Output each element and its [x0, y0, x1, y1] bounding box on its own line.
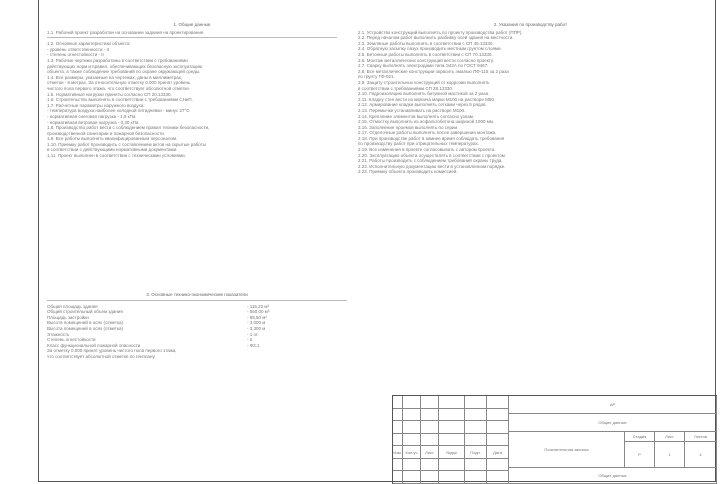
signature-cell [439, 459, 465, 472]
parameter-name: Высота помещений в осях (отметка) [47, 325, 124, 331]
sheet-value: 1 [655, 442, 685, 468]
text-line: - степень огнестойкости - II [47, 52, 104, 58]
signature-cell [487, 459, 509, 472]
parameter-name: Класс функциональной пожарной опасности [47, 342, 141, 348]
text-line: действующих норм и правил, обеспечивающих безопасную эксплуатацию [47, 63, 203, 69]
text-line: 1.9. Все работы выполнять квалифицированным персоналом. [47, 136, 178, 142]
parameters-section [47, 292, 347, 360]
sheet-label: Лист [655, 432, 685, 442]
text-line: - нормативная снеговая нагрузка - 1,5 кПа [47, 113, 136, 119]
stage-label: Стадия [625, 432, 655, 442]
text-line: 1.7. Расчетные параметры наружного воздуха: [47, 102, 145, 108]
signature-cell: №док [439, 446, 465, 459]
parameter-value: - 3,000 м [247, 320, 266, 326]
text-line: - нормативная ветровая нагрузка - 0,30 кПа [47, 119, 139, 125]
signature-cell [393, 421, 403, 434]
text-line: 1.5. Нормативные нагрузки приняты согласно СП 20.13330. [47, 91, 172, 97]
parameter-name: Общий строительный объем здания [47, 309, 123, 315]
parameter-value: - 115,22 м² [247, 303, 270, 309]
general-notes-heading: 1. Общие данные [173, 22, 211, 27]
signature-cell [403, 409, 421, 422]
text-line: 1.10. Приемку работ производить с составлением актов на скрытые работы [47, 141, 207, 147]
parameter-name: Этажность [47, 331, 70, 337]
parameter-name: Общая площадь здания [47, 303, 98, 309]
signature-cell [487, 421, 509, 434]
parameters-note: За отметку 0.000 принят уровень чистого пола первого этажа, [47, 348, 177, 354]
parameter-name: Площадь застройки [47, 314, 89, 320]
divider [47, 37, 337, 38]
text-line: в соответствии с требованиями СП 28.13330. [358, 85, 454, 91]
text-line: 2.15. Отмостку выполнить из асфальтобетона шириной 1000 мм. [358, 119, 495, 125]
text-line: 2.17. Отделочные работы выполнять после завершения монтажа. [358, 130, 497, 136]
signature-cell: Лист [421, 446, 439, 459]
parameter-value: - 3,300 м [247, 325, 266, 331]
signature-cell [393, 409, 403, 422]
signature-cell: Дата [487, 446, 509, 459]
signature-cell [421, 434, 439, 447]
parameter-name: Степень огнестойкости [47, 337, 96, 343]
signature-cell [393, 434, 403, 447]
text-line: 2.11. Кладку стен вести из кирпича марки М100 на растворе М50. [358, 96, 496, 102]
parameter-value: - 560,00 м³ [247, 309, 270, 315]
signature-cell: Кол.уч [403, 446, 421, 459]
general-notes-lines [47, 41, 337, 158]
text-line: - уровень ответственности - II [47, 46, 109, 52]
signature-cell [465, 471, 487, 484]
signature-cell [465, 409, 487, 422]
signature-cell [465, 459, 487, 472]
text-line: 2.16. Заполнение проемов выполнять по серии. [358, 124, 459, 130]
text-line: 2.22. Исполнительную документацию вести в установленном порядке. [358, 163, 506, 169]
text-line: 2.20. Эксплуатацию объекта осуществлять в соответствии с проектом. [358, 152, 507, 158]
text-line: 2.7. Сварку выполнять электродами типа Э42А по ГОСТ 9467. [358, 63, 489, 69]
text-line: 2.3. Земляные работы выполнять в соответствии с СП 45.13330. [358, 40, 494, 46]
text-line: 2.1. Устройство конструкций выполнять по проекту производства работ (ППР). [358, 29, 523, 35]
text-line: 2.2. Перед началом работ выполнить разбивку осей здания на местности. [358, 35, 514, 41]
text-line: - температура воздуха наиболее холодной пятидневки - минус 27°С [47, 108, 190, 114]
text-line: 2.12. Армирование кладки выполнять сетками через 5 рядов. [358, 102, 487, 108]
general-notes-column [47, 22, 337, 159]
text-line: 2.4. Обратную засыпку пазух производить местным грунтом слоями. [358, 46, 502, 52]
parameter-value: - II [247, 337, 253, 343]
work-instructions-lines [358, 30, 703, 175]
text-line: по грунту ГФ-021. [358, 74, 395, 80]
text-line: 1.3. Рабочие чертежи разработаны в соответствии с требованиями [47, 57, 188, 63]
general-notes-intro: 1.1. Рабочий проект разработан на основании задания на проектирование [47, 29, 204, 35]
title-block-doc-id: Пояснительная записка [509, 432, 625, 468]
signature-cell [421, 396, 439, 409]
text-line: 2.8. Все металлические конструкции окрасить эмалью ПФ-115 за 2 раза [358, 68, 509, 74]
text-line: 2.13. Перемычки устанавливать на растворе М100. [358, 107, 466, 113]
text-line: 2.6. Монтаж металлических конструкций вести согласно проекту. [358, 57, 494, 63]
signature-cell [403, 471, 421, 484]
signature-cell [439, 434, 465, 447]
text-line: 2.5. Бетонные работы выполнять в соответствии с СП 70.13330. [358, 51, 493, 57]
signature-cell [439, 471, 465, 484]
parameter-name: Высота помещений в осях (отметка) [47, 320, 124, 326]
text-line: 2.19. Все изменения в проекте согласовывать с автором проекта. [358, 147, 496, 153]
title-block [392, 395, 717, 484]
signature-cell [487, 409, 509, 422]
signature-cell [403, 421, 421, 434]
signature-cell [393, 471, 403, 484]
signature-cell [487, 396, 509, 409]
text-line: 1.11. Проект выполнен в соответствии с техническими условиями. [47, 153, 186, 159]
text-line: 1.6. Строительство выполнять в соответствии с требованиями СНиП. [47, 97, 193, 103]
title-block-subtitle: Общие данные [509, 468, 717, 484]
signature-cell: Изм. [393, 446, 403, 459]
signature-cell [487, 434, 509, 447]
divider [47, 300, 347, 301]
work-instructions-heading: 2. Указания по производству работ [493, 22, 568, 27]
signature-cell [403, 459, 421, 472]
signature-cell [403, 396, 421, 409]
title-block-title: Общие данные [509, 414, 717, 432]
text-line: 1.8. Производство работ вести с соблюдением правил техники безопасности, [47, 125, 210, 131]
text-line: производственной санитарии и пожарной безопасности. [47, 130, 165, 136]
sheets-value: 4 [685, 442, 717, 468]
parameter-value: - Ф3.1 [247, 342, 260, 348]
text-line: 2.9. Защиту строительных конструкций от коррозии выполнять [358, 79, 490, 85]
text-line: 2.23. Приемку объекта производить комиссией. [358, 169, 458, 175]
parameters-note: что соответствует абсолютной отметке по генплану. [47, 353, 156, 359]
signature-cell [393, 459, 403, 472]
signature-cell [403, 434, 421, 447]
signature-cell [421, 409, 439, 422]
text-line: объекта, а также соблюдение требований по охране окружающей среды. [47, 69, 201, 75]
text-line: 1.4. Все размеры, указанные на чертежах, даны в миллиметрах, [47, 74, 183, 80]
signature-cell [421, 459, 439, 472]
text-line: 2.18. При производстве работ в зимнее время соблюдать требования [358, 135, 505, 141]
text-line: 2.10. Гидроизоляцию выполнять битумной мастикой за 2 раза. [358, 91, 490, 97]
text-line: в соответствии с действующими нормативными документами. [47, 147, 178, 153]
signature-cell [439, 421, 465, 434]
signature-cell [421, 471, 439, 484]
text-line: 2.21. Работы производить с соблюдением требований охраны труда. [358, 158, 503, 164]
text-line: чистого пола первого этажа, что соответствует абсолютной отметке. [47, 85, 191, 91]
text-line: 1.2. Основные характеристики объекта: [47, 41, 131, 47]
text-line: 2.14. Крепление элементов выполнять согласно узлам. [358, 113, 475, 119]
parameter-value: - 98,50 м² [247, 314, 267, 320]
signature-cell [421, 421, 439, 434]
title-block-code: АР [509, 396, 717, 414]
signature-cell [465, 396, 487, 409]
signature-cell [393, 396, 403, 409]
signature-cell [439, 409, 465, 422]
stage-value: Р [625, 442, 655, 468]
signature-cell [487, 471, 509, 484]
signature-cell [465, 421, 487, 434]
parameters-table [47, 304, 347, 349]
signature-cell [465, 434, 487, 447]
sheets-label: Листов [685, 432, 717, 442]
work-instructions-column [358, 22, 703, 175]
parameter-value: - 1 эт. [247, 331, 259, 337]
text-line: по производству работ при отрицательных температурах. [358, 141, 479, 147]
signature-cell [439, 396, 465, 409]
text-line: отметки - в метрах. За относительную отметку 0.000 принят уровень [47, 80, 191, 86]
signature-cell: Подп. [465, 446, 487, 459]
parameters-heading: 3. Основные технико-экономические показатели [146, 292, 248, 297]
